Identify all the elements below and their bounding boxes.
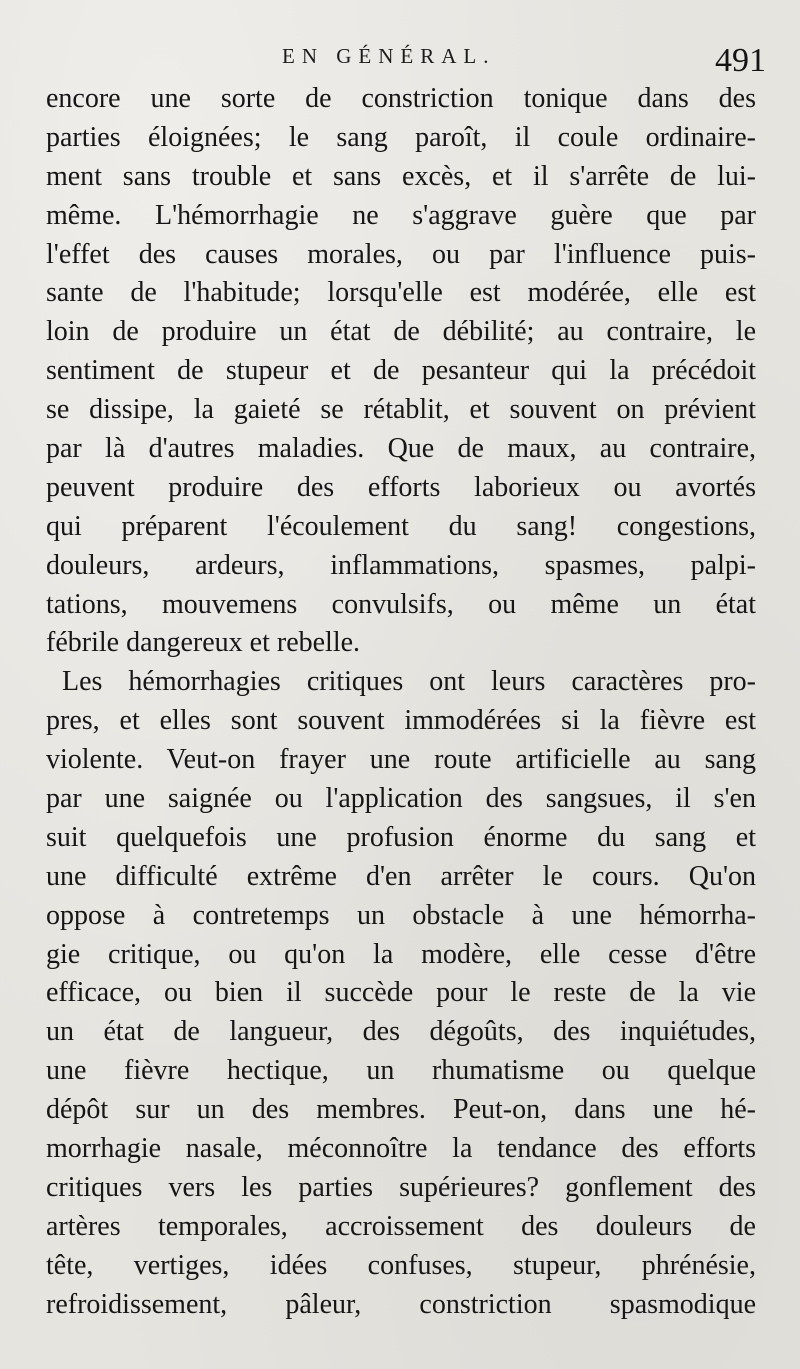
text-line: même. L'hémorrhagie ne s'aggrave guère que par — [46, 199, 756, 231]
text-line: refroidissement, pâleur, constriction spasmodique — [46, 1288, 756, 1320]
text-line: gie critique, ou qu'on la modère, elle cesse d'être — [46, 938, 756, 970]
page-header — [0, 34, 800, 84]
text-line: tête, vertiges, idées confuses, stupeur, phrénésie, — [46, 1249, 756, 1281]
text-line: par là d'autres maladies. Que de maux, au contraire, — [46, 433, 756, 465]
text-line: se dissipe, la gaieté se rétablit, et souvent on prévient — [46, 394, 756, 426]
text-line: parties éloignées; le sang paroît, il coule ordinaire- — [46, 121, 756, 153]
text-line: sante de l'habitude; lorsqu'elle est modérée, elle est — [46, 277, 756, 309]
text-line: artères temporales, accroissement des douleurs de — [46, 1210, 756, 1242]
text-line: une fièvre hectique, un rhumatisme ou quelque — [46, 1055, 756, 1087]
body-text — [46, 80, 756, 1325]
text-line: pres, et elles sont souvent immodérées si la fièvre est — [46, 705, 756, 737]
text-line: suit quelquefois une profusion énorme du sang et — [46, 821, 756, 853]
text-line: loin de produire un état de débilité; au contraire, le — [46, 316, 756, 348]
text-line: tations, mouvemens convulsifs, ou même un état — [46, 588, 756, 620]
text-line: violente. Veut-on frayer une route artificielle au sang — [46, 744, 756, 776]
text-line: morrhagie nasale, méconnoître la tendance des efforts — [46, 1133, 756, 1165]
text-line: un état de langueur, des dégoûts, des inquiétudes, — [46, 1016, 756, 1048]
text-line: Les hémorrhagies critiques ont leurs caractères pro- — [62, 666, 756, 698]
text-line: fébrile dangereux et rebelle. — [46, 627, 361, 659]
paragraph-2 — [46, 663, 756, 1324]
text-line: l'effet des causes morales, ou par l'influence puis- — [46, 238, 756, 270]
text-line: ment sans trouble et sans excès, et il s'arrête de lui- — [46, 160, 756, 192]
text-line: peuvent produire des efforts laborieux ou avortés — [46, 471, 756, 503]
paragraph-1 — [46, 80, 756, 663]
text-line: douleurs, ardeurs, inflammations, spasmes, palpi- — [46, 549, 756, 581]
text-line: oppose à contretemps un obstacle à une hémorrha- — [46, 899, 756, 931]
text-line: une difficulté extrême d'en arrêter le cours. Qu'on — [46, 860, 756, 892]
text-line: critiques vers les parties supérieures? gonflement des — [46, 1171, 756, 1203]
text-line: qui préparent l'écoulement du sang! congestions, — [46, 510, 756, 542]
text-line: encore une sorte de constriction tonique dans des — [46, 83, 756, 114]
text-line: sentiment de stupeur et de pesanteur qui la précédoit — [46, 355, 756, 387]
text-line: par une saignée ou l'application des sangsues, il s'en — [46, 783, 756, 815]
running-head: EN GÉNÉRAL. — [282, 44, 496, 68]
text-line: dépôt sur un des membres. Peut-on, dans une hé- — [46, 1094, 756, 1126]
page-number: 491 — [715, 42, 766, 79]
text-line: efficace, ou bien il succède pour le reste de la vie — [46, 977, 756, 1009]
